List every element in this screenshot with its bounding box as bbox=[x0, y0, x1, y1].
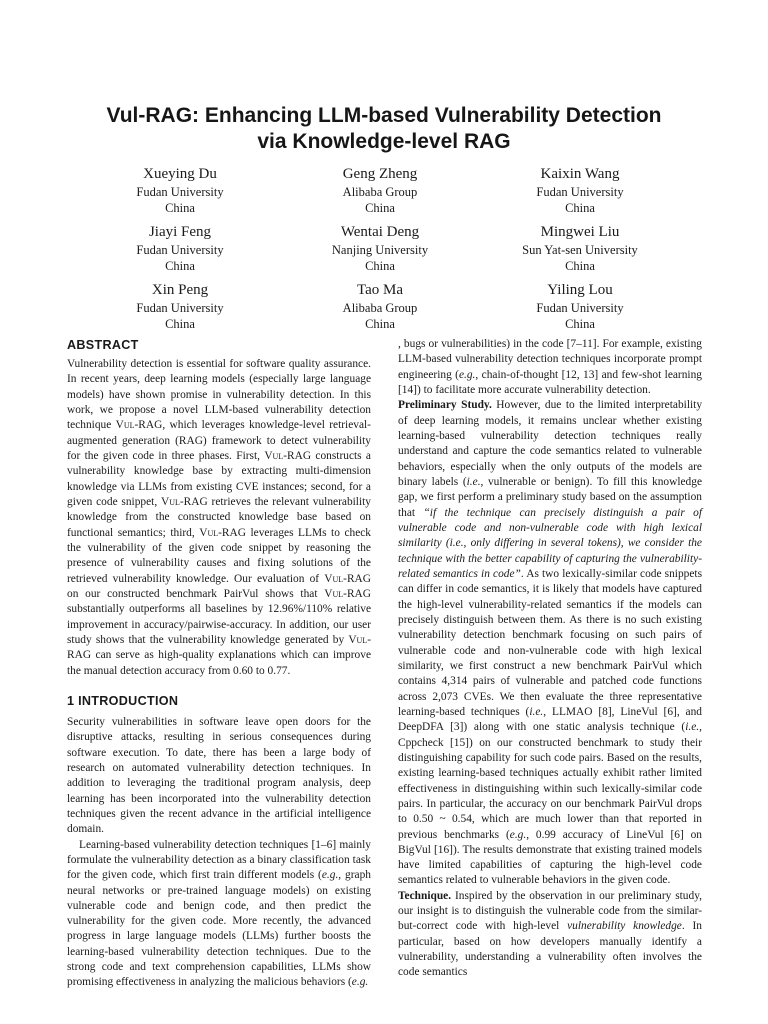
author-affiliation: Fudan University bbox=[536, 185, 624, 199]
author-country: China bbox=[165, 201, 195, 215]
intro-paragraph-2-continued: , bugs or vulnerabilities) in the code [7–11]. For example, existing LLM-based vulnerability detection techniques incorporate prompt engineering (e.g., chain-of-thought [12, 13] and few-shot learning [14]) to facilitate more accurate vulnerability detection. bbox=[398, 338, 702, 396]
author bbox=[80, 164, 280, 216]
author-name: Xueying Du bbox=[143, 166, 217, 182]
author-country: China bbox=[565, 317, 595, 331]
author-affiliation: Nanjing University bbox=[331, 243, 429, 257]
author-affiliation: Sun Yat-sen University bbox=[522, 243, 638, 257]
author-name: Tao Ma bbox=[356, 282, 404, 298]
author-name: Jiayi Feng bbox=[148, 224, 212, 240]
preliminary-study-paragraph: Preliminary Study. However, due to the limited interpretability of deep learning models, it remains unclear whether existing learning-based vulnerability detection techniques really understand and capture the code semantics related to vulnerable behaviors, especially when the only outputs of the models are binary labels (i.e., vulnerable or benign). To fill this knowledge gap, we first perform a preliminary study based on the assumption that “if the technique can precisely distinguish a pair of vulnerable code and non-vulnerable code with high lexical similarity (i.e., only differing in several tokens), we consider the technique with the better capability of capturing the vulnerability-related semantics in code”. As two lexically-similar code snippets can differ in code semantics, it is likely that models have captured the high-level vulnerability-related semantics if the models can precisely distinguish between them. As there is no such existing vulnerability detection benchmark focusing on such pairs of vulnerable code and non-vulnerable code with high lexical similarity, we first construct a new benchmark PairVul which contains 4,314 pairs of vulnerable and patched code functions across 2,073 CVEs. We then evaluate the three representative learning-based techniques (i.e., LLMAO [8], LineVul [6], and DeepDFA [3]) along with one static analysis technique (i.e., Cppcheck [15]) on our constructed benchmark to study their distinguishing capability for such code pairs. Based on the results, existing learning-based techniques actually exhibit rather limited effectiveness in distinguishing within such lexically-similar code pairs. In particular, the accuracy on our benchmark PairVul drops to 0.50 ~ 0.54, which are much lower than that reported in previous benchmarks (e.g., 0.99 accuracy of LineVul [6] on BigVul [16]). The results demonstrate that existing trained models have limited capabilities of capturing the high-level code semantics related to vulnerable behaviors in the given code. bbox=[398, 399, 703, 887]
author-name: Yiling Lou bbox=[547, 282, 613, 298]
author-country: China bbox=[365, 259, 395, 273]
author-country: China bbox=[165, 259, 195, 273]
left-column bbox=[67, 337, 371, 991]
author-affiliation: Fudan University bbox=[136, 301, 224, 315]
preliminary-study-heading: Preliminary Study. bbox=[398, 399, 492, 412]
right-column bbox=[398, 337, 702, 981]
author-country: China bbox=[565, 201, 595, 215]
author bbox=[80, 222, 280, 274]
author bbox=[280, 280, 480, 332]
author bbox=[480, 164, 680, 216]
author-affiliation: Alibaba Group bbox=[342, 185, 418, 199]
author-name: Xin Peng bbox=[151, 282, 209, 298]
abstract-heading: ABSTRACT bbox=[67, 338, 139, 352]
technique-heading: Technique. bbox=[398, 889, 452, 902]
technique-paragraph: Technique. Inspired by the observation in our preliminary study, our insight is to distinguish the vulnerable code from the similar-but-correct code with high-level vulnerability knowledge. In particular, based on how developers manually identify a vulnerability, understanding a vulnerability often involves the code semantics bbox=[398, 889, 703, 979]
author-country: China bbox=[365, 317, 395, 331]
author-affiliation: Fudan University bbox=[136, 243, 224, 257]
author bbox=[280, 222, 480, 274]
abstract-paragraph: Vulnerability detection is essential for software quality assurance. In recent years, deep learning models (especially large language models) have shown promise in vulnerability detection. In this work, we propose a novel LLM-based vulnerability detection technique Vul-RAG, which leverages knowledge-level retrieval-augmented generation (RAG) framework to detect vulnerability for the given code in three phases. First, Vul-RAG constructs a vulnerability knowledge base by extracting multi-dimension knowledge via LLMs from existing CVE instances; second, for a given code snippet, Vul-RAG retrieves the relevant vulnerability knowledge from the constructed knowledge base based on functional semantics; third, Vul-RAG leverages LLMs to check the vulnerability of the given code snippet by reasoning the presence of vulnerability causes and fixing solutions of the retrieved vulnerability knowledge. Our evaluation of Vul-RAG on our constructed benchmark PairVul shows that Vul-RAG substantially outperforms all baselines by 12.96%/110% relative improvement in accuracy/pairwise-accuracy. In addition, our user study shows that the vulnerability knowledge generated by Vul-RAG can serve as high-quality explanations which can improve the manual detection accuracy from 0.60 to 0.77. bbox=[67, 358, 371, 677]
author-country: China bbox=[165, 317, 195, 331]
author-name: Mingwei Liu bbox=[540, 224, 620, 240]
title-line-1: Vul-RAG: Enhancing LLM-based Vulnerability Detection bbox=[106, 104, 662, 127]
introduction-heading: 1 INTRODUCTION bbox=[67, 693, 179, 708]
author-affiliation: Fudan University bbox=[136, 185, 224, 199]
author-block bbox=[80, 164, 680, 332]
paper-title bbox=[40, 103, 728, 155]
author-affiliation: Alibaba Group bbox=[342, 301, 418, 315]
author bbox=[480, 222, 680, 274]
author-name: Kaixin Wang bbox=[540, 166, 620, 182]
title-line-2: via Knowledge-level RAG bbox=[257, 130, 511, 153]
author bbox=[280, 164, 480, 216]
author bbox=[480, 280, 680, 332]
author-name: Wentai Deng bbox=[340, 224, 420, 240]
author-name: Geng Zheng bbox=[342, 166, 418, 182]
intro-paragraph-1: Security vulnerabilities in software leave open doors for the disruptive attacks, resulting in serious consequences during software execution. To date, there has been a large body of research on automated vulnerability detection techniques. In addition to leveraging the traditional program analysis, deep learning has been incorporated into the vulnerability detection techniques given the recent advance in the artificial intelligence domain. bbox=[67, 715, 371, 836]
author-country: China bbox=[365, 201, 395, 215]
intro-paragraph-2: Learning-based vulnerability detection techniques [1–6] mainly formulate the vulnerability detection as a binary classification task for the given code, which first train different models (e.g., graph neural networks or pre-trained language models) on existing vulnerable code and benign code, and then predict the vulnerability for the given code. More recently, the advanced progress in large language models (LLMs) further boosts the learning-based vulnerability detection techniques. Due to the strong code and text comprehension capabilities, LLMs show promising effectiveness in analyzing the malicious behaviors (e.g. bbox=[67, 838, 371, 989]
author bbox=[80, 280, 280, 332]
author-country: China bbox=[565, 259, 595, 273]
author-affiliation: Fudan University bbox=[536, 301, 624, 315]
